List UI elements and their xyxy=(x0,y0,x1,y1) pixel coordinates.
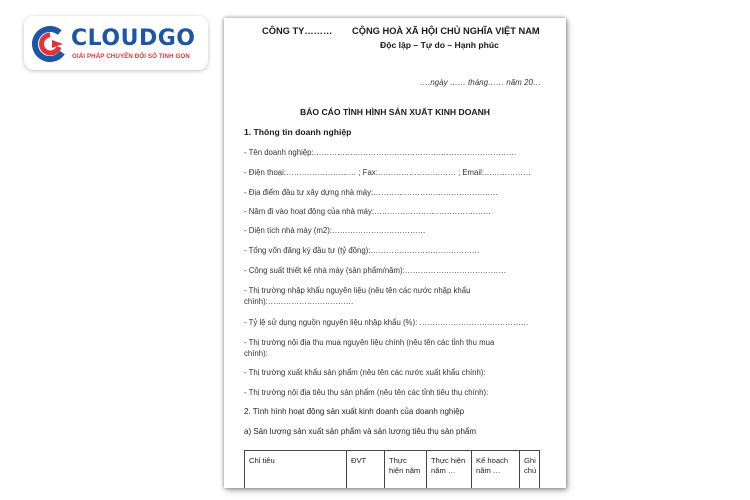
national-motto: Độc lập – Tự do – Hạnh phúc xyxy=(380,40,499,50)
table-header-cell: ĐVT xyxy=(347,451,385,489)
subsection-a: a) Sản lượng sản xuất sản phẩm và sản lượng tiêu thụ sản phẩm xyxy=(244,427,477,436)
document-title: BÁO CÁO TÌNH HÌNH SẢN XUẤT KINH DOANH xyxy=(299,107,490,117)
field-line: - Thị trường nội địa thu mua nguyên liệu chính (nêu tên các tỉnh thu mua xyxy=(244,338,495,347)
field-line-continued: chính): xyxy=(244,349,268,358)
field-line: - Diện tích nhà máy (m2):……………………………… xyxy=(244,226,426,235)
field-line: - Điện thoại:……………………… ; Fax:………………………… ; Email:……………… xyxy=(244,168,531,177)
field-line: - Tỷ lệ sử dụng nguồn nguyên liệu nhập khẩu (%): …………………………………… xyxy=(244,318,529,327)
field-line: - Địa điểm đầu tư xây dựng nhà máy:………………………………………… xyxy=(244,188,498,197)
field-line: - Thị trường xuất khẩu sản phẩm (nêu tên các nước xuất khẩu chính): xyxy=(244,368,486,377)
date-line: ….ngày …… tháng…… năm 20… xyxy=(420,78,541,87)
table-header-cell: Chỉ tiêu xyxy=(245,451,347,489)
table-header-row xyxy=(245,451,540,489)
field-line: - Năm đi vào hoạt động của nhà máy:……………………………………… xyxy=(244,207,491,216)
logo-tagline: GIẢI PHÁP CHUYỂN ĐỔI SỐ TINH GỌN xyxy=(72,53,190,60)
field-line: - Tên doanh nghiệp:…………………………………………………………………… xyxy=(244,148,517,157)
field-line: - Thị trường nội địa tiêu thụ sản phẩm (nêu tên các tỉnh tiêu thụ chính): xyxy=(244,388,489,397)
field-line: - Tổng vốn đăng ký đầu tư (tỷ đồng):…………………………………… xyxy=(244,246,480,255)
table-header-cell: Thực hiện năm xyxy=(385,451,427,489)
table-header-cell: Thực hiện năm … xyxy=(427,451,472,489)
document-page xyxy=(224,18,566,488)
cloudgo-logo xyxy=(24,16,208,70)
company-name: CÔNG TY……… xyxy=(262,26,333,36)
section-heading-1: 1. Thông tin doanh nghiệp xyxy=(244,127,352,137)
field-line-continued: chính):…………………………… xyxy=(244,297,354,306)
table-header-cell: Ghi chú xyxy=(520,451,540,489)
field-line: - Công suất thiết kế nhà máy (sản phẩm/năm):………………………………… xyxy=(244,266,507,275)
national-title: CỘNG HOÀ XÃ HỘI CHỦ NGHĨA VIỆT NAM xyxy=(352,26,540,36)
logo-wordmark: CLOUDGO xyxy=(71,26,196,51)
production-table xyxy=(244,450,540,488)
field-line: - Thị trường nhập khẩu nguyên liệu (nêu tên các nước nhập khẩu xyxy=(244,286,471,295)
table-header-cell: Kế hoạch năm … xyxy=(472,451,520,489)
cloudgo-logo-icon xyxy=(32,26,68,62)
section-heading-2: 2. Tình hình hoạt động sản xuất kinh doanh của doanh nghiệp xyxy=(244,407,465,416)
